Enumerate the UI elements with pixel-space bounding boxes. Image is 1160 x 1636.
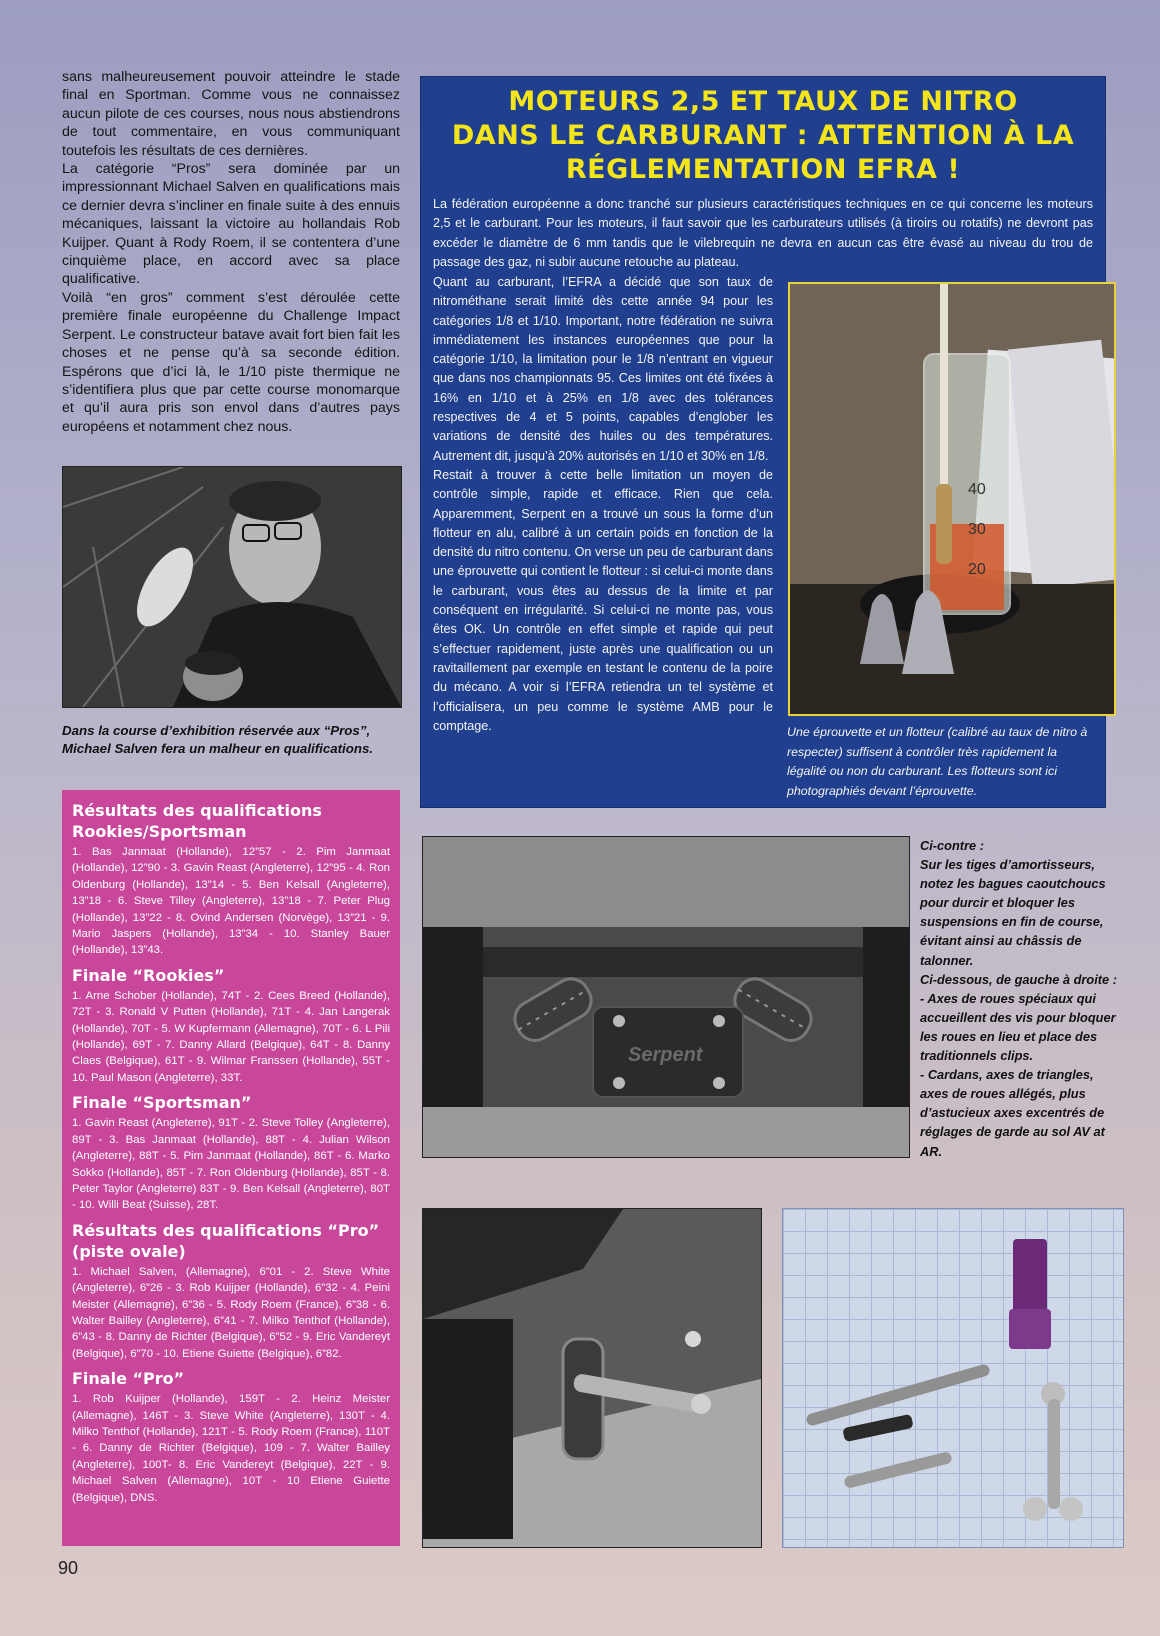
intro-paragraph: Voilà “en gros” comment s’est déroulée cette première finale européenne du Challenge Impact Serpent. Le constructeur batave avait fort bien fait les choses et ne pense qu’à sa seconde édition. Espérons que d’ici là, le 1/10 piste thermique ne s’identifiera plus que par cette course monomarque et qu’il aura pris son envol dans d’autres pays européens et notamment chez nous. <box>62 289 400 435</box>
results-heading: Finale “Sportsman” <box>72 1093 252 1113</box>
efra-body-paragraph: Quant au carburant, l’EFRA a décidé que son taux de nitrométhane serait limité dès cette année 94 pour les catégories 1/8 et 1/10. Important, notre fédération ne suivra immédiatement les instances européennes que pour la catégorie 1/10, la limitation pour le 1/8 n’entrant en vigueur que dans nos championnats 95. Ces limites ont été fixées à 16% en 1/10 et à 25% en 1/8 avec des tolérances respectives de 4 et 5 points, capables d’englober les variations de densité des huiles ou des températures. Autrement dit, jusqu’à 20% autorisés en 1/10 et 30% en 1/8. <box>433 275 773 463</box>
results-list: 1. Rob Kuijper (Hollande), 159T - 2. Heinz Meister (Allemagne), 146T - 3. Steve White (Angleterre), 130T - 4. Milko Tenthof (Hollande), 121T - 5. Rody Roem (France), 110T - 6. Danny de Richter (Belgique), 109 - 7. Walter Bailley (Angleterre), 100T- 8. Eric Vandereyt (Belgique), 22T - 9. Michael Salven (Allemagne), 10T - 10 Etiene Guiette (Belgique), DNS. <box>72 1393 390 1504</box>
results-list: 1. Michael Salven, (Allemagne), 6”01 - 2. Steve White (Angleterre), 6”26 - 3. Rob Kuijper (Hollande), 6”32 - 4. Peini Meister (Allemagne), 6”36 - 5. Rody Roem (France), 6”38 - 6. Walter Bailley (Angleterre), 6”41 - 7. Milko Tenthof (Hollande), 6”43 - 8. Danny de Richter (Belgique), 6”52 - 9. Eric Vandereyt (Belgique), 6”70 - 10. Etiene Guiette (Belgique), 6”82. <box>72 1265 390 1360</box>
wheel-axle-photo <box>422 1208 762 1548</box>
parts-caption-line: - Axes de roues spéciaux qui accueillent des vis pour bloquer les roues en lieu et place des traditionnels clips. <box>920 990 1116 1064</box>
parts-caption-line: Ci-contre : <box>920 838 984 853</box>
intro-paragraph: La catégorie “Pros” sera dominée par un impressionnant Michael Salven en qualifications mais ce dernier devra s’incliner en finale suite à des ennuis mécaniques, laissant la victoire au hollandais Rob Kuijper. Quant à Rody Roem, il se contentera d’une cinquième place, en accord avec sa place qualificative. <box>62 161 400 288</box>
parts-caption-line: - Cardans, axes de triangles, axes de roues allégés, plus d’astucieux axes excentrés de réglages de garde au sol AV at AR. <box>920 1067 1105 1159</box>
chassis-illustration <box>423 837 909 1157</box>
hydrometer-illustration <box>790 284 1114 714</box>
results-heading: Finale “Rookies” <box>72 965 225 985</box>
parts-illustration <box>783 1209 1123 1547</box>
wheel-axle-illustration <box>423 1209 761 1547</box>
parts-caption-line: Sur les tiges d’amortisseurs, notez les bagues caoutchoucs pour durcir et bloquer les suspensions en fin de course, évitant ainsi au châssis de talonner. <box>920 857 1106 968</box>
driver-photo-caption: Dans la course d’exhibition réservée aux “Pros”, Michael Salven fera un malheur en qualifications. <box>62 723 374 756</box>
scale-mark: 40 <box>968 481 986 498</box>
scale-mark: 20 <box>968 561 986 578</box>
efra-title-line: MOTEURS 2,5 ET TAUX DE NITRO <box>508 86 1018 117</box>
serpent-logo: Serpent <box>628 1044 703 1066</box>
chassis-photo <box>422 836 910 1158</box>
scale-mark: 30 <box>968 521 986 538</box>
driver-photo <box>62 466 402 708</box>
results-list: 1. Arne Schober (Hollande), 74T - 2. Cees Breed (Hollande), 72T - 3. Ronald V Putten (Hollande), 71T - 4. Jan Langerak (Hollande), 70T - 5. W Kupfermann (Allemagne), 70T - 6. L Pili (Hollande), 69T - 7. Danny Allard (Belgique), 64T - 8. Danny Claes (Belgique), 61T - 9. Wilmar Franssen (Hollande), 55T - 10. Paul Mason (Angleterre), 33T. <box>72 989 390 1084</box>
driver-photo-illustration <box>63 467 401 707</box>
hydrometer-photo <box>788 282 1116 716</box>
results-list: 1. Bas Janmaat (Hollande), 12”57 - 2. Pim Janmaat (Hollande), 12”90 - 3. Gavin Reast (Angleterre), 12”95 - 4. Ron Oldenburg (Hollande), 13”14 - 5. Ben Kelsall (Angleterre), 13”18 - 6. Steve Tilley (Angleterre), 13”18 - 7. Peter Plug (Hollande), 13”22 - 8. Ovind Andersen (Norvège), 13”21 - 9. Mario Jaspers (Hollande), 13”34 - 10. Stanley Bauer (Hollande), 13”43. <box>72 846 390 957</box>
results-heading: Finale “Pro” <box>72 1369 185 1389</box>
efra-title-line: RÉGLEMENTATION EFRA ! <box>565 154 961 185</box>
intro-text <box>62 68 400 436</box>
results-list: 1. Gavin Reast (Angleterre), 91T - 2. Steve Tolley (Angleterre), 89T - 3. Bas Janmaat (Hollande), 88T - 4. Julian Wilson (Angleterre), 88T - 5. Pim Janmaat (Hollande), 86T - 6. Marko Sokko (Hollande), 85T - 7. Ron Oldenburg (Hollande), 85T - 8. Peter Taylor (Angleterre) 83T - 9. Ben Kelsall (Angleterre), 80T - 10. Willi Beat (Suisse), 28T. <box>72 1117 390 1212</box>
results-content <box>72 800 390 1512</box>
hydrometer-photo-caption: Une éprouvette et un flotteur (calibré au taux de nitro à respecter) suffisent à contrôler très rapidement la légalité ou non du carburant. Les flotteurs sont ici photographiés devant l’éprouvette. <box>787 725 1088 798</box>
intro-paragraph: sans malheureusement pouvoir atteindre le stade final en Sportman. Comme vous ne connaissez aucun pilote de ces courses, nous nous abstiendrons de tout commentaire, en vous communiquant toutefois les résultats de ces dernières. <box>62 69 400 159</box>
efra-body-paragraph: Restait à trouver à cette belle limitation un moyen de contrôle simple, rapide et efficace. Rien que cela. Apparemment, Serpent en a trouvé un sous la forme d’un flotteur en alu, calibré à un certain poids en fonction de la densité du nitro contenu. On verse un peu de carburant dans une éprouvette qui contient le flotteur : si celui-ci monte dans le carburant, vous êtes au dessus de la limite et par conséquent en irrégularité. Si celui-ci ne monte pas, vous êtes OK. Un contrôle en effet simple et rapide qui peut s’effectuer rapidement, juste après une qualification ou un ravitaillement par exemple en testant le contenu de la poire du mécano. A voir si l’EFRA retiendra un tel système et l’officialisera, un peu comme le système AMB pour le comptage. <box>433 467 773 733</box>
efra-lead: La fédération européenne a donc tranché sur plusieurs caractéristiques techniques en ce qui concerne les moteurs 2,5 et le carburant. Pour les moteurs, il faut savoir que les carburateurs utilisés (à tiroirs ou rotatifs) ne devront pas excéder le diamètre de 6 mm tandis que le vilebrequin ne devra en aucun cas être évasé au niveau du trou de passage des gaz, ni subir aucune retouche au plateau. <box>433 197 1093 269</box>
parts-caption <box>920 836 1120 1161</box>
results-box <box>62 790 400 1546</box>
results-heading: Résultats des qualifications “Pro” (piste ovale) <box>72 1220 380 1261</box>
efra-body <box>433 273 773 736</box>
parts-photo <box>782 1208 1124 1548</box>
efra-title-line: DANS LE CARBURANT : ATTENTION À LA <box>451 120 1075 151</box>
results-heading: Résultats des qualifications Rookies/Sportsman <box>72 801 322 841</box>
parts-caption-line: Ci-dessous, de gauche à droite : <box>920 971 1117 987</box>
efra-title <box>421 85 1105 187</box>
page-number: 90 <box>58 1558 79 1578</box>
